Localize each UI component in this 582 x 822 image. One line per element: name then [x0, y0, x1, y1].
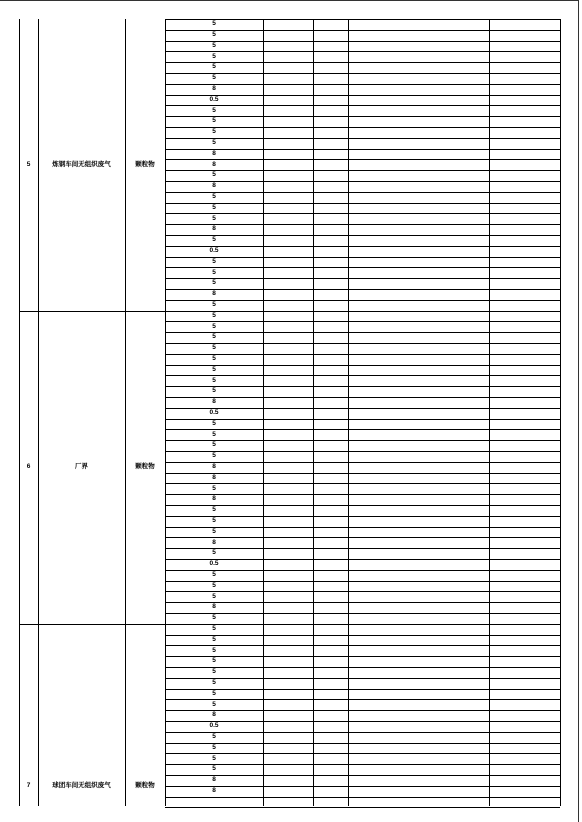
- limit-value-cell: 0.5: [209, 722, 219, 730]
- column-border: [489, 19, 490, 806]
- limit-value-cell: 8: [212, 711, 216, 719]
- limit-value-cell: 5: [212, 614, 216, 622]
- limit-value-cell: 8: [212, 149, 216, 157]
- limit-value-cell: 5: [212, 354, 216, 362]
- monitoring-location: 炼钢车间无组织废气: [52, 160, 111, 168]
- limit-value-cell: 8: [212, 603, 216, 611]
- monitoring-location: 厂界: [75, 463, 88, 471]
- limit-value-cell: 5: [212, 203, 216, 211]
- limit-value-cell: 5: [212, 765, 216, 773]
- limit-value-cell: 5: [212, 236, 216, 244]
- limit-value-cell: 5: [212, 484, 216, 492]
- limit-value-cell: 5: [212, 657, 216, 665]
- limit-value-cell: 5: [212, 192, 216, 200]
- limit-value-cell: 5: [212, 106, 216, 114]
- pollutant-name: 颗粒物: [135, 160, 155, 168]
- column-border: [348, 19, 349, 806]
- limit-value-cell: 5: [212, 527, 216, 535]
- column-border: [125, 19, 126, 806]
- limit-value-cell: 5: [212, 279, 216, 287]
- limit-value-cell: 8: [212, 473, 216, 481]
- column-border: [263, 19, 264, 806]
- limit-value-cell: 5: [212, 549, 216, 557]
- limit-value-cell: 5: [212, 63, 216, 71]
- pollutant-name: 颗粒物: [135, 463, 155, 471]
- limit-value-cell: 0.5: [209, 246, 219, 254]
- limit-value-cell: 5: [212, 52, 216, 60]
- limit-value-cell: 5: [212, 689, 216, 697]
- row-number: 5: [26, 160, 31, 168]
- limit-value-cell: 8: [212, 290, 216, 298]
- limit-value-cell: 8: [212, 495, 216, 503]
- limit-value-cell: 5: [212, 419, 216, 427]
- monitoring-location: 球团车间无组织废气: [52, 782, 111, 789]
- limit-value-cell: 5: [212, 635, 216, 643]
- limit-value-cell: 5: [212, 624, 216, 632]
- column-border: [165, 19, 166, 806]
- page-edge: [578, 0, 579, 822]
- limit-value-cell: 5: [212, 700, 216, 708]
- limit-value-cell: 8: [212, 160, 216, 168]
- limit-value-cell: 5: [212, 257, 216, 265]
- limit-value-cell: 8: [212, 84, 216, 92]
- limit-value-cell: 5: [212, 20, 216, 28]
- limit-value-cell: 5: [212, 387, 216, 395]
- limit-value-cell: 8: [212, 462, 216, 470]
- limit-value-cell: 5: [212, 743, 216, 751]
- limit-value-cell: 8: [212, 398, 216, 406]
- limit-value-cell: [165, 797, 263, 808]
- limit-value-cell: 0.5: [209, 95, 219, 103]
- limit-value-cell: 5: [212, 214, 216, 222]
- row-divider: [165, 807, 560, 808]
- limit-value-cell: 5: [212, 754, 216, 762]
- limit-value-cell: 5: [212, 506, 216, 514]
- limit-value-cell: 5: [212, 592, 216, 600]
- limit-value-cell: 5: [212, 171, 216, 179]
- page-top-edge: [0, 0, 578, 1]
- limit-value-cell: 8: [212, 786, 216, 794]
- limit-value-cell: 5: [212, 74, 216, 82]
- limit-value-cell: 8: [212, 182, 216, 190]
- limit-value-cell: 5: [212, 311, 216, 319]
- limit-value-cell: 5: [212, 128, 216, 136]
- limit-value-cell: 5: [212, 300, 216, 308]
- limit-value-cell: 5: [212, 441, 216, 449]
- limit-value-cell: 5: [212, 138, 216, 146]
- group-divider: [19, 311, 165, 312]
- pollutant-name: 颗粒物: [135, 782, 155, 789]
- row-number: 7: [26, 782, 31, 789]
- limit-value-cell: 5: [212, 376, 216, 384]
- limit-value-cell: 5: [212, 452, 216, 460]
- limit-value-cell: 5: [212, 365, 216, 373]
- column-border: [313, 19, 314, 806]
- column-border: [19, 19, 20, 806]
- group-divider: [19, 624, 165, 625]
- limit-value-cell: 5: [212, 516, 216, 524]
- limit-value-cell: 5: [212, 322, 216, 330]
- limit-value-cell: 5: [212, 333, 216, 341]
- limit-value-cell: 8: [212, 538, 216, 546]
- limit-value-cell: 5: [212, 41, 216, 49]
- limit-value-cell: 8: [212, 776, 216, 784]
- column-border: [38, 19, 39, 806]
- limit-value-cell: 5: [212, 678, 216, 686]
- limit-value-cell: 5: [212, 732, 216, 740]
- limit-value-cell: 5: [212, 117, 216, 125]
- limit-value-cell: 5: [212, 268, 216, 276]
- limit-value-cell: 8: [212, 225, 216, 233]
- limit-value-cell: 5: [212, 570, 216, 578]
- column-border: [560, 19, 561, 806]
- limit-value-cell: 5: [212, 581, 216, 589]
- limit-value-cell: 5: [212, 344, 216, 352]
- limit-value-cell: 0.5: [209, 408, 219, 416]
- limit-value-cell: 5: [212, 30, 216, 38]
- row-number: 6: [26, 463, 31, 471]
- limit-value-cell: 0.5: [209, 560, 219, 568]
- limit-value-cell: 5: [212, 646, 216, 654]
- limit-value-cell: 5: [212, 668, 216, 676]
- limit-value-cell: 5: [212, 430, 216, 438]
